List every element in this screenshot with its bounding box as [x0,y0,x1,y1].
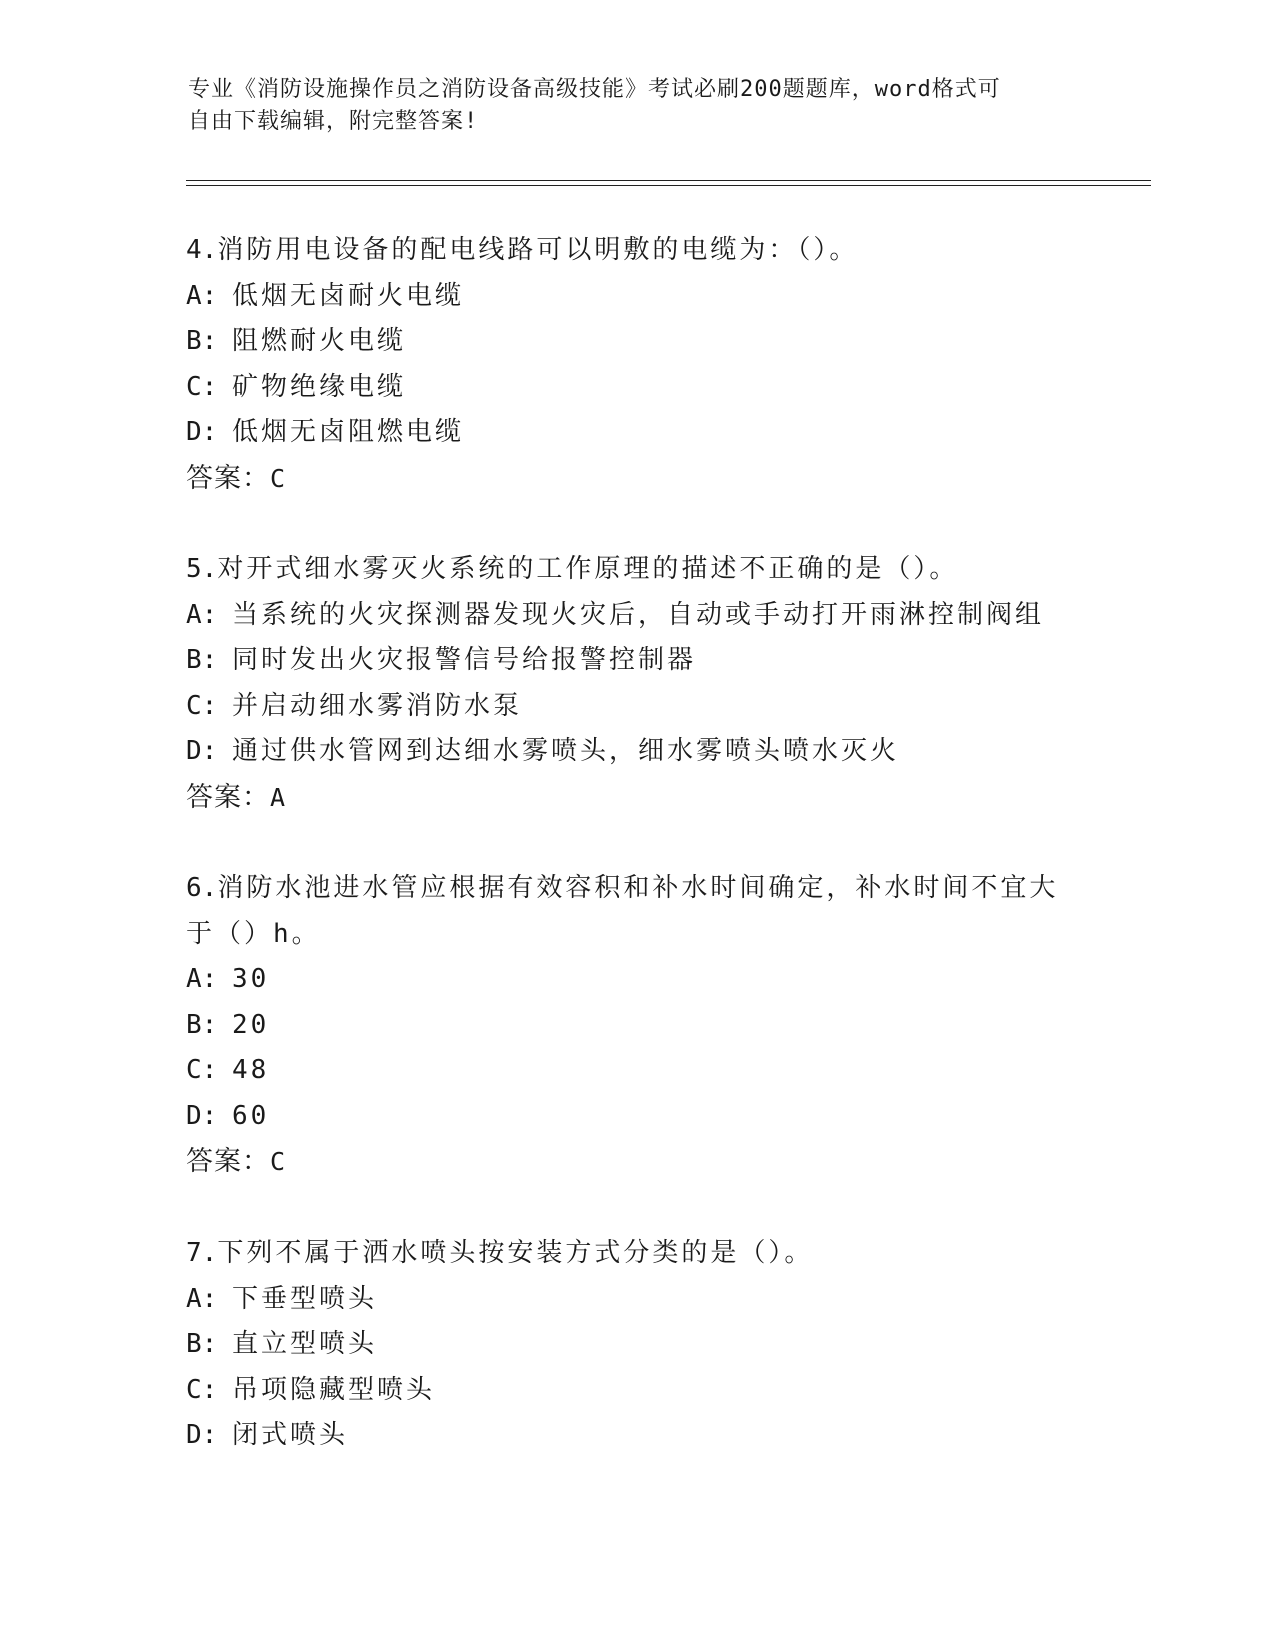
question-text: 下列不属于洒水喷头按安装方式分类的是（）。 [217,1238,814,1268]
header-line-2: 自由下载编辑，附完整答案! [188,109,479,134]
question-6 [186,866,1106,1185]
option-text: 直立型喷头 [232,1329,378,1359]
question-5 [186,547,1106,820]
option-d [186,1094,1106,1140]
option-letter: B: [186,326,218,356]
question-number: 7. [186,1238,218,1268]
option-letter: C: [186,1374,218,1405]
option-c [186,1048,1106,1094]
option-text: 闭式喷头 [232,1420,349,1450]
option-b [186,1322,1106,1368]
question-4 [186,228,1106,501]
option-letter: D: [186,417,218,447]
option-d [186,1413,1106,1459]
option-letter: D: [186,1100,218,1131]
option-a [186,593,1106,639]
question-stem-continued: 于（）h。 [186,918,321,949]
option-text: 下垂型喷头 [232,1283,378,1314]
answer-line [186,456,1106,502]
header-rule-bottom [186,185,1151,186]
answer-label: 答案： [186,462,270,494]
option-text: 当系统的火灾探测器发现火灾后，自动或手动打开雨淋控制阀组 [232,599,1045,630]
option-text: 并启动细水雾消防水泵 [232,690,523,721]
question-text: 消防用电设备的配电线路可以明敷的电缆为：（）。 [217,235,859,265]
option-text: 20 [232,1009,270,1040]
question-number: 4. [186,235,218,265]
question-stem [186,866,1106,912]
option-letter: D: [186,736,218,766]
option-text: 阻燃耐火电缆 [232,326,407,356]
option-text: 矿物绝缘电缆 [232,371,407,402]
option-letter: A: [186,1283,218,1314]
option-a [186,957,1106,1003]
document-header [188,74,1068,138]
option-b [186,1003,1106,1049]
question-stem [186,228,1106,274]
option-letter: A: [186,599,218,630]
option-text: 低烟无卤耐火电缆 [232,280,465,311]
option-a [186,274,1106,320]
option-text: 通过供水管网到达细水雾喷头，细水雾喷头喷水灭火 [232,736,900,766]
option-letter: A: [186,964,218,994]
option-letter: C: [186,690,218,721]
option-text: 吊项隐藏型喷头 [232,1374,436,1405]
answer-value: C [270,1147,287,1176]
option-b [186,638,1106,684]
answer-label: 答案： [186,1146,270,1177]
option-text: 同时发出火灾报警信号给报警控制器 [232,645,697,675]
question-stem [186,1231,1106,1277]
header-rule-top [186,180,1151,181]
option-letter: D: [186,1420,218,1450]
option-letter: A: [186,280,218,311]
option-letter: C: [186,371,218,402]
option-a [186,1277,1106,1323]
question-stem [186,547,1106,593]
option-text: 60 [232,1100,270,1131]
header-line-1: 专业《消防设施操作员之消防设备高级技能》考试必刷200题题库，word格式可 [188,77,1001,102]
option-text: 低烟无卤阻燃电缆 [232,417,465,447]
option-d [186,410,1106,456]
question-number: 6. [186,873,218,903]
question-text: 消防水池进水管应根据有效容积和补水时间确定，补水时间不宜大 [217,873,1059,903]
option-text: 30 [232,964,270,994]
question-7 [186,1231,1106,1459]
option-letter: B: [186,1009,218,1040]
option-letter: B: [186,1329,218,1359]
answer-value: A [270,782,287,812]
option-text: 48 [232,1055,270,1085]
answer-label: 答案： [186,781,270,813]
question-text: 对开式细水雾灭火系统的工作原理的描述不正确的是（）。 [217,554,959,584]
question-number: 5. [186,554,218,584]
option-letter: C: [186,1055,218,1085]
answer-line [186,775,1106,821]
option-c [186,684,1106,730]
option-c [186,1368,1106,1414]
option-c [186,365,1106,411]
option-d [186,729,1106,775]
option-b [186,319,1106,365]
option-letter: B: [186,645,218,675]
answer-value: C [270,463,287,493]
answer-line [186,1139,1106,1185]
